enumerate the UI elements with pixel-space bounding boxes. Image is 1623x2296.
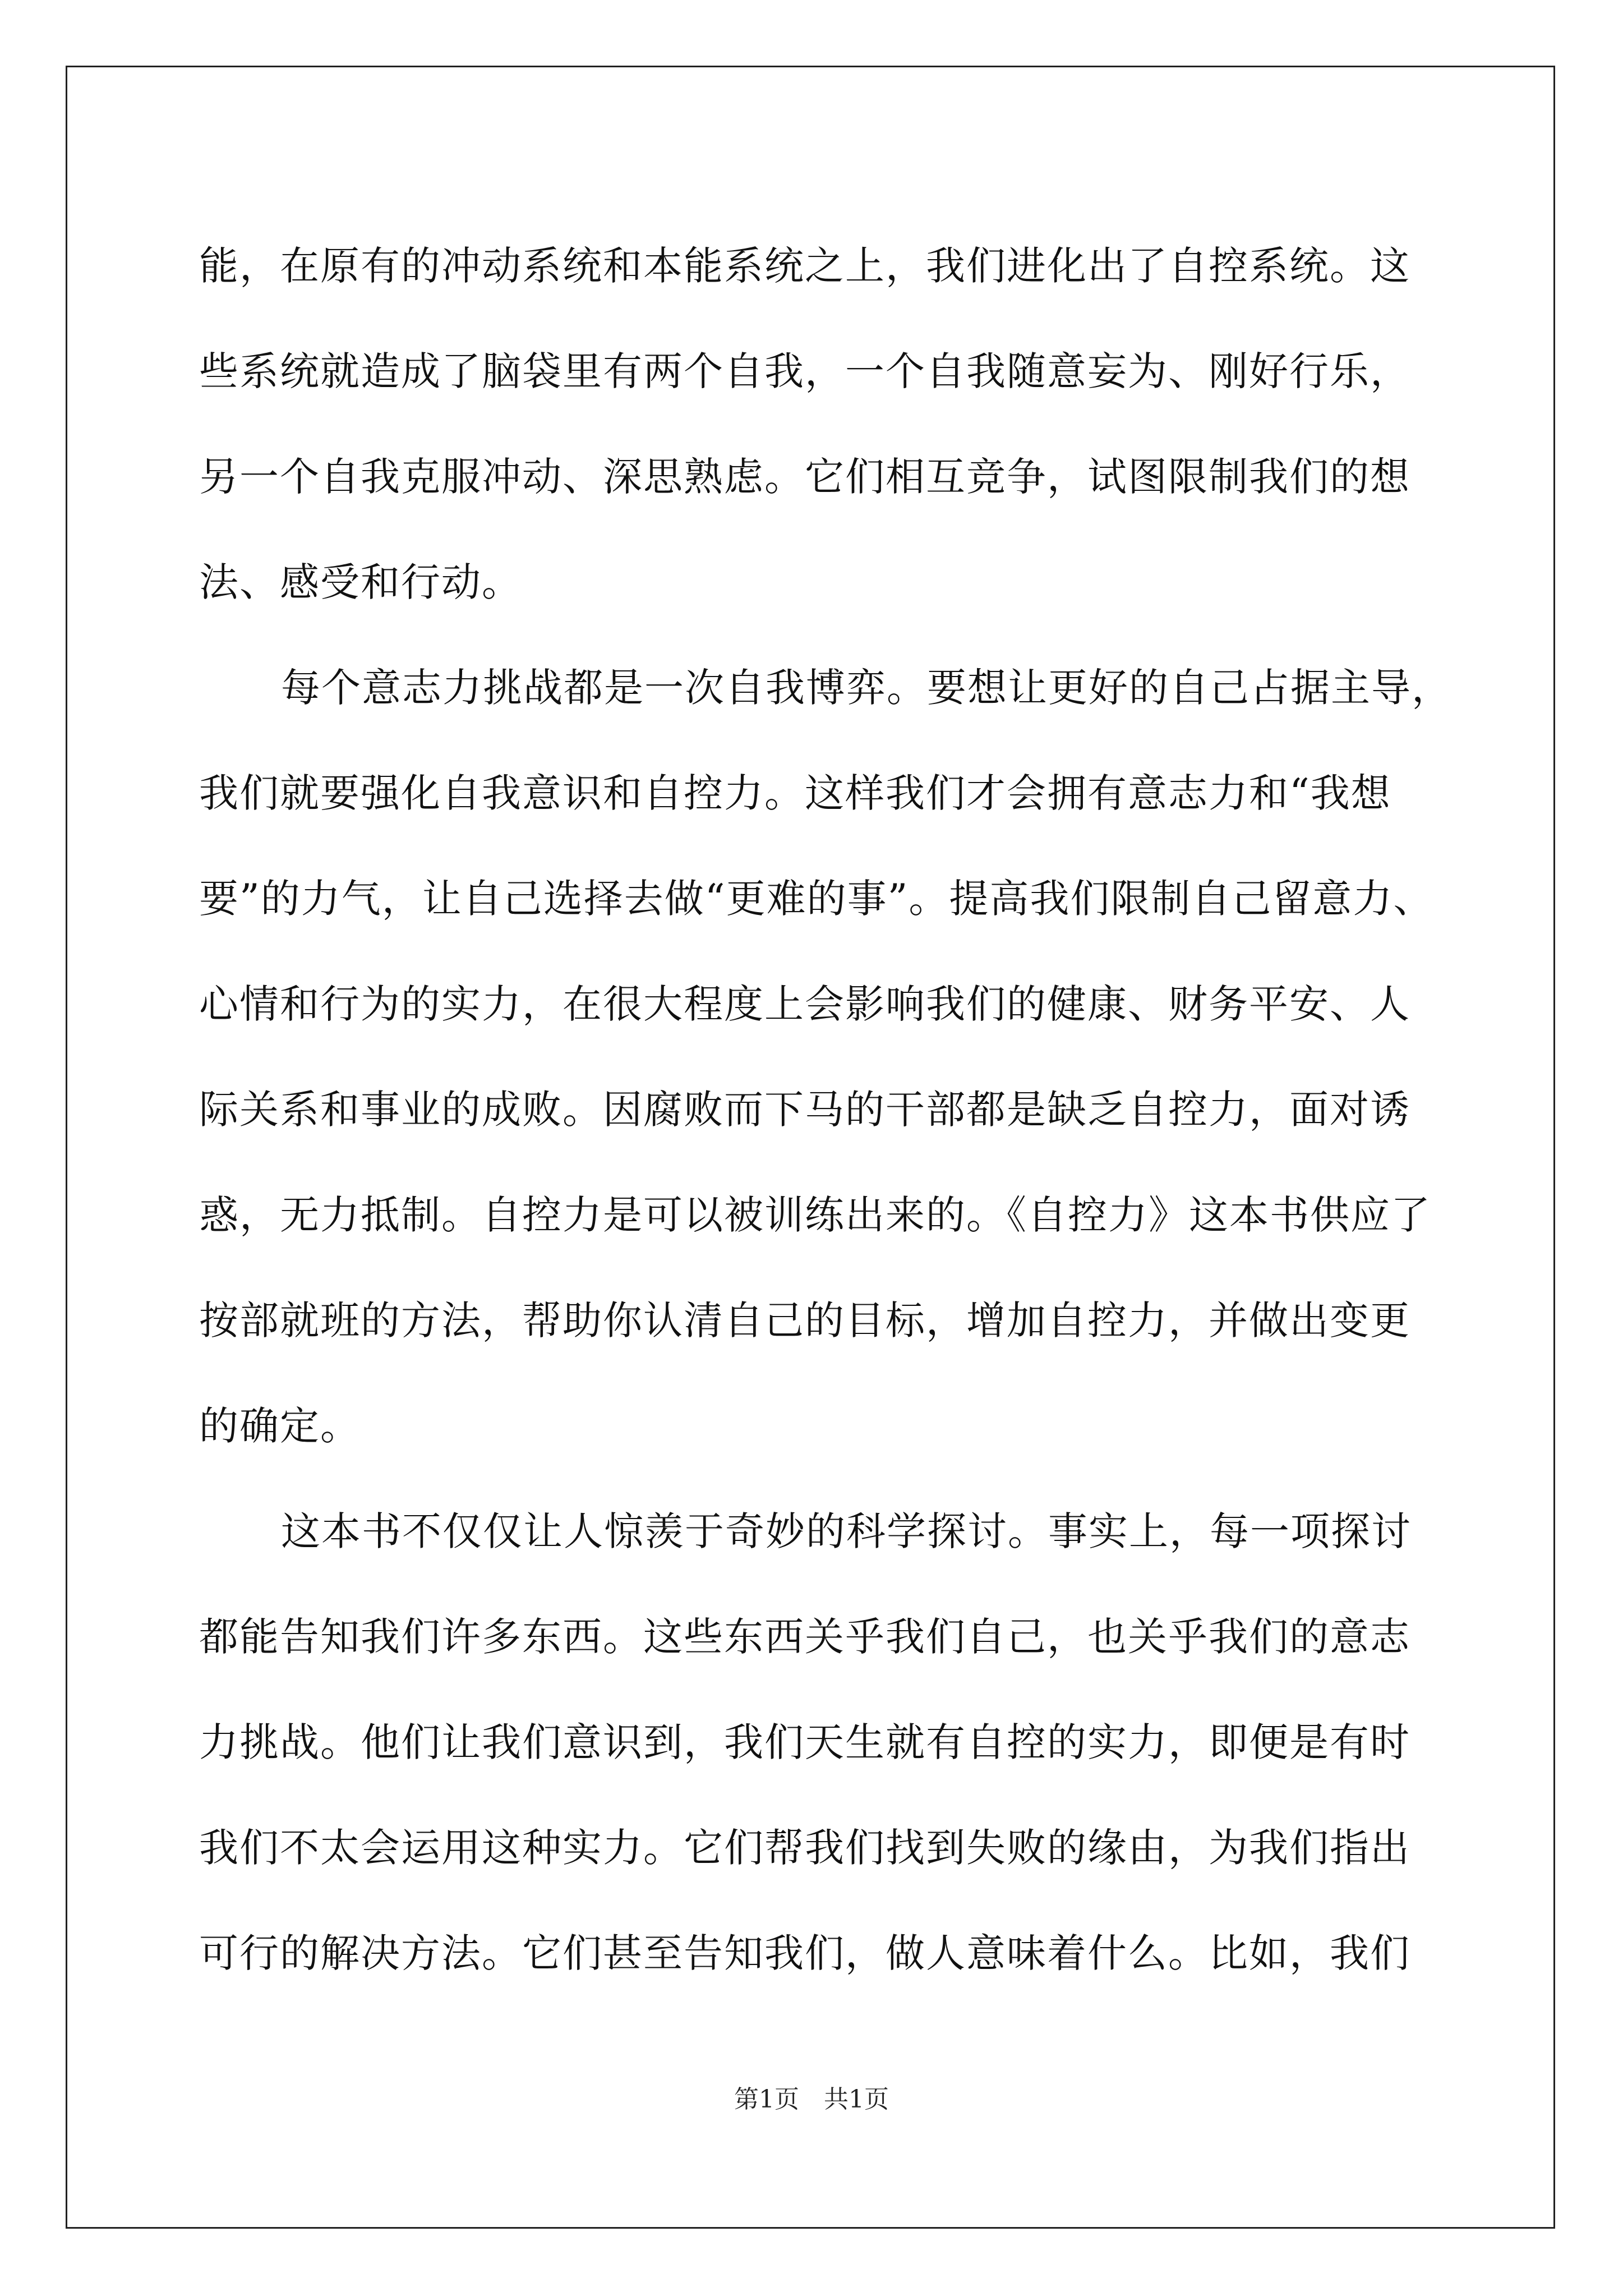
text-line: 法、感受和行动。 (199, 559, 522, 605)
text-line: 的确定。 (199, 1403, 361, 1449)
text-line: 惑，无力抵制。自控力是可以被训练出来的。《自控力》这本书供应了 (199, 1192, 1431, 1238)
text-line: 能，在原有的冲动系统和本能系统之上，我们进化出了自控系统。这 (199, 243, 1410, 289)
text-line: 可行的解决方法。它们甚至告知我们，做人意味着什么。比如，我们 (199, 1930, 1410, 1976)
document-body (199, 213, 1452, 2006)
paragraph-start-line: 这本书不仅仅让人惊羡于奇妙的科学探讨。事实上，每一项探讨 (281, 1508, 1412, 1554)
text-line: 心情和行为的实力，在很大程度上会影响我们的健康、财务平安、人 (199, 981, 1410, 1027)
text-line: 按部就班的方法，帮助你认清自己的目标，增加自控力，并做出变更 (199, 1297, 1410, 1343)
text-line: 些系统就造成了脑袋里有两个自我，一个自我随意妄为、刚好行乐， (199, 348, 1410, 394)
page-number: 第1页 共1页 (734, 2085, 889, 2114)
text-line: 要”的力气，让自己选择去做“更难的事”。提高我们限制自己留意力、 (199, 876, 1434, 922)
text-line: 都能告知我们许多东西。这些东西关乎我们自己，也关乎我们的意志 (199, 1614, 1410, 1660)
text-line: 另一个自我克服冲动、深思熟虑。它们相互竞争，试图限制我们的想 (199, 454, 1410, 500)
text-line: 我们就要强化自我意识和自控力。这样我们才会拥有意志力和“我想 (199, 770, 1391, 816)
paragraph-start-line: 每个意志力挑战都是一次自我博弈。要想让更好的自己占据主导， (281, 665, 1452, 711)
text-line: 力挑战。他们让我们意识到，我们天生就有自控的实力，即便是有时 (199, 1719, 1410, 1765)
text-line: 我们不太会运用这种实力。它们帮我们找到失败的缘由，为我们指出 (199, 1825, 1410, 1871)
text-line: 际关系和事业的成败。因腐败而下马的干部都是缺乏自控力，面对诱 (199, 1087, 1410, 1133)
